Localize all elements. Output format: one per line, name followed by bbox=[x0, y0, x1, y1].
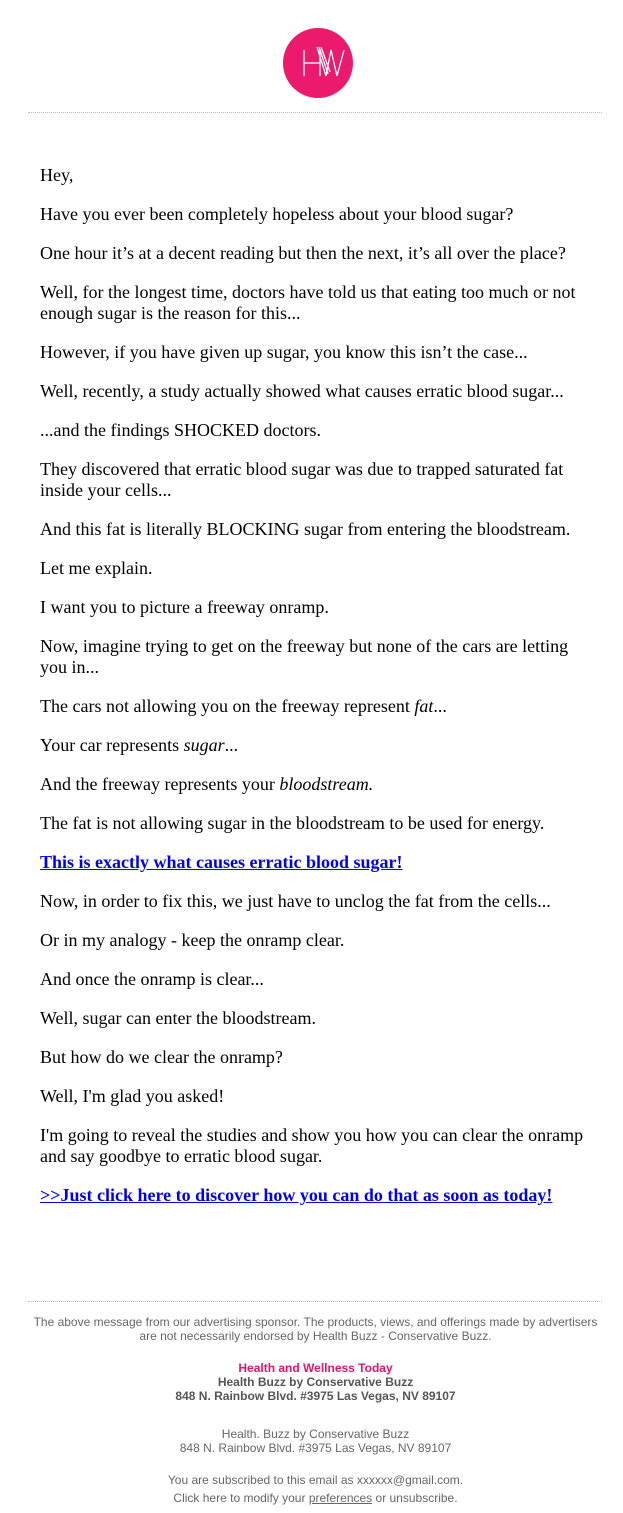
paragraph-text: Now, imagine trying to get on the freeway but none of the cars are letting you in... bbox=[40, 636, 569, 677]
hw-logo-icon bbox=[283, 28, 353, 98]
paragraph-text: Well, sugar can enter the bloodstream. bbox=[40, 1008, 316, 1028]
paragraph bbox=[40, 891, 593, 912]
footer-brand: Health and Wellness Today bbox=[238, 1361, 393, 1375]
paragraph-text: Hey, bbox=[40, 165, 74, 185]
paragraph-text: Let me explain. bbox=[40, 558, 153, 578]
footer-address: 848 N. Rainbow Blvd. #3975 Las Vegas, NV 89107 bbox=[179, 1441, 452, 1455]
paragraph-text: Now, in order to fix this, we just have to unclog the fat from the cells... bbox=[40, 891, 551, 911]
paragraph bbox=[40, 519, 593, 540]
cta-link[interactable]: This is exactly what causes erratic blood sugar! bbox=[40, 852, 403, 872]
preferences-link[interactable]: preferences bbox=[308, 1491, 373, 1505]
paragraph-text: The fat is not allowing sugar in the bloodstream to be used for energy. bbox=[40, 813, 545, 833]
paragraph-text: And the freeway represents your bbox=[40, 774, 280, 794]
paragraph bbox=[40, 204, 593, 225]
paragraph-text: ...and the findings SHOCKED doctors. bbox=[40, 420, 321, 440]
preferences-line: Click here to modify your preferences or unsubscribe. bbox=[173, 1491, 458, 1505]
paragraph bbox=[40, 558, 593, 579]
paragraph-text: Your car represents bbox=[40, 735, 184, 755]
paragraph-text: ... bbox=[433, 696, 447, 716]
header bbox=[0, 0, 623, 112]
paragraph bbox=[40, 1086, 593, 1107]
paragraph-text: And once the onramp is clear... bbox=[40, 969, 264, 989]
paragraph bbox=[40, 930, 593, 951]
paragraph-text: Or in my analogy - keep the onramp clear. bbox=[40, 930, 345, 950]
paragraph bbox=[40, 381, 593, 402]
paragraph bbox=[40, 1125, 593, 1167]
paragraph-text: ... bbox=[224, 735, 239, 755]
paragraph bbox=[40, 813, 593, 834]
paragraph-text: However, if you have given up sugar, you know this isn’t the case... bbox=[40, 342, 528, 362]
paragraph bbox=[40, 243, 593, 264]
emphasis-text: bloodstream. bbox=[279, 774, 374, 794]
cta-link[interactable]: >>Just click here to discover how you can do that as soon as today! bbox=[40, 1185, 553, 1205]
footer-company: Health. Buzz by Conservative Buzz bbox=[221, 1427, 410, 1441]
cta-paragraph bbox=[40, 1185, 593, 1206]
emphasis-text: fat bbox=[414, 696, 434, 716]
paragraph-text: And this fat is literally BLOCKING sugar from entering the bloodstream. bbox=[40, 519, 571, 539]
paragraph-text: One hour it’s at a decent reading but then the next, it’s all over the place? bbox=[40, 243, 566, 263]
paragraph bbox=[40, 597, 593, 618]
hw-logo bbox=[283, 28, 353, 98]
disclaimer: The above message from our advertising sponsor. The products, views, and offerings made by advertisers are not necessarily endorsed by Health Buzz - Conservative Buzz. bbox=[33, 1315, 598, 1343]
paragraph bbox=[40, 774, 593, 795]
paragraph-text: The cars not allowing you on the freeway represent bbox=[40, 696, 415, 716]
paragraph-text: I want you to picture a freeway onramp. bbox=[40, 597, 329, 617]
paragraph bbox=[40, 636, 593, 678]
paragraph-text: Have you ever been completely hopeless about your blood sugar? bbox=[40, 204, 514, 224]
emphasis-text: sugar bbox=[183, 735, 225, 755]
footer bbox=[0, 1302, 623, 1513]
paragraph bbox=[40, 420, 593, 441]
paragraph bbox=[40, 735, 593, 756]
paragraph bbox=[40, 165, 593, 186]
paragraph-text: I'm going to reveal the studies and show you how you can clear the onramp and say goodbye to erratic blood sugar. bbox=[40, 1125, 584, 1166]
paragraph-text: Well, recently, a study actually showed what causes erratic blood sugar... bbox=[40, 381, 564, 401]
cta-paragraph bbox=[40, 852, 593, 873]
paragraph-text: Well, for the longest time, doctors have told us that eating too much or not enough sugar is the reason for this... bbox=[40, 282, 576, 323]
paragraph bbox=[40, 459, 593, 501]
paragraph-text: They discovered that erratic blood sugar was due to trapped saturated fat inside your cells... bbox=[40, 459, 564, 500]
footer-address-bold: 848 N. Rainbow Blvd. #3975 Las Vegas, NV 89107 bbox=[175, 1389, 456, 1403]
paragraph bbox=[40, 342, 593, 363]
paragraph bbox=[40, 1047, 593, 1068]
footer-company-bold: Health Buzz by Conservative Buzz bbox=[217, 1375, 414, 1389]
paragraph bbox=[40, 969, 593, 990]
paragraph bbox=[40, 696, 593, 717]
paragraph bbox=[40, 282, 593, 324]
paragraph-text: Well, I'm glad you asked! bbox=[40, 1086, 225, 1106]
subscribed-note: You are subscribed to this email as xxxxxx@gmail.com. bbox=[167, 1473, 464, 1487]
paragraph-text: But how do we clear the onramp? bbox=[40, 1047, 283, 1067]
paragraph bbox=[40, 1008, 593, 1029]
email-body bbox=[0, 113, 623, 1206]
